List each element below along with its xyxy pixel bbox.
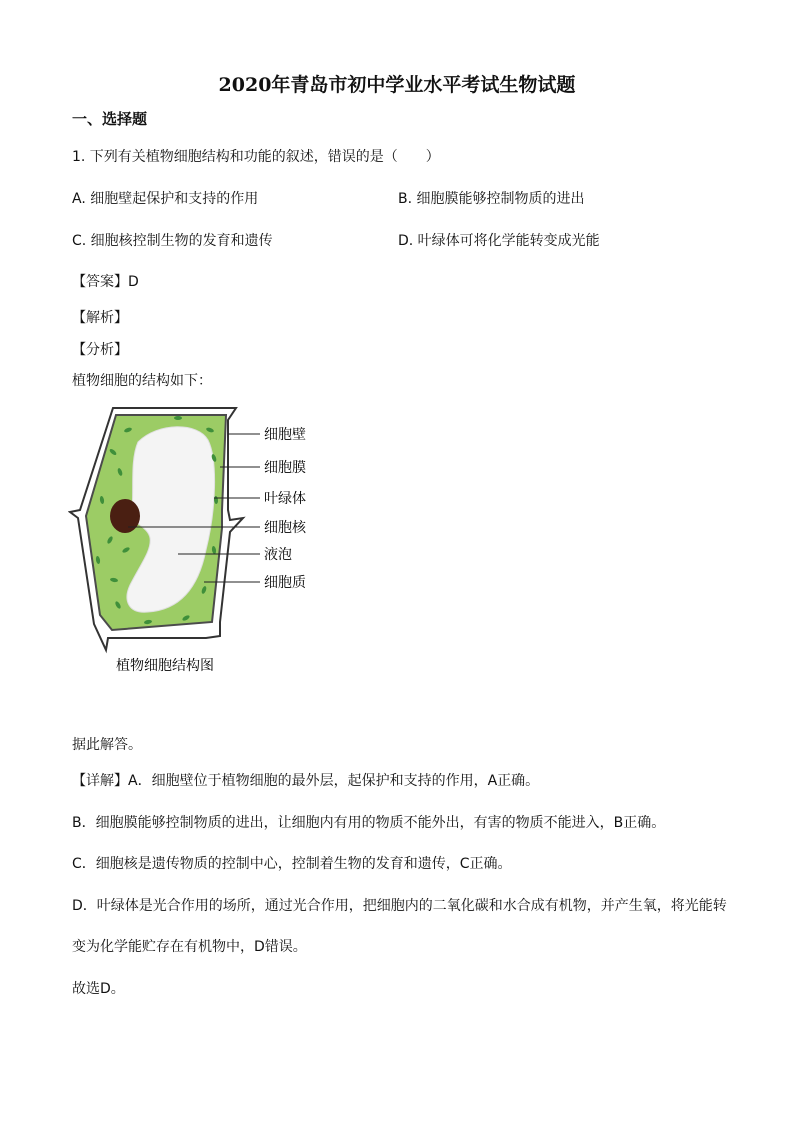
label-vacuole: 液泡 [264,547,292,563]
label-nucleus: 细胞核 [264,520,306,536]
label-cytoplasm: 细胞质 [264,575,306,591]
option-b: B. 细胞膜能够控制物质的进出 [398,191,585,207]
detail-line-5: 变为化学能贮存在有机物中，D错误。 [72,939,307,955]
diagram-intro: 植物细胞的结构如下： [72,373,212,389]
nucleus-shape [110,499,140,533]
page-title: 2020年青岛市初中学业水平考试生物试题 [218,74,576,96]
detail-line-4: D．叶绿体是光合作用的场所，通过光合作用，把细胞内的二氧化碳和水合成有机物，并产生氧，将光能转 [72,898,727,914]
option-a: A. 细胞壁起保护和支持的作用 [72,191,259,207]
diagram-caption: 植物细胞结构图 [116,658,214,674]
option-d: D. 叶绿体可将化学能转变成光能 [398,233,600,249]
label-cell-membrane: 细胞膜 [264,460,306,476]
analysis-tag: 【解析】 [72,310,128,326]
option-c: C. 细胞核控制生物的发育和遗传 [72,233,273,249]
answer-line: 【答案】D [72,274,139,290]
detail-line-3: C．细胞核是遗传物质的控制中心，控制着生物的发育和遗传，C正确。 [72,856,512,872]
conclusion: 故选D。 [72,981,125,997]
plant-cell-diagram [68,400,328,690]
detail-line-2: B．细胞膜能够控制物质的进出，让细胞内有用的物质不能外出，有害的物质不能进入，B正确。 [72,815,666,831]
section-heading: 一、选择题 [72,110,148,128]
after-diagram-text: 据此解答。 [72,737,142,753]
fenxi-tag: 【分析】 [72,342,128,358]
label-chloroplast: 叶绿体 [264,491,306,507]
detail-line-1: 【详解】A．细胞壁位于植物细胞的最外层，起保护和支持的作用，A正确。 [72,773,540,789]
label-cell-wall: 细胞壁 [264,427,306,443]
question-stem: 1. 下列有关植物细胞结构和功能的叙述，错误的是（ ） [72,149,440,165]
